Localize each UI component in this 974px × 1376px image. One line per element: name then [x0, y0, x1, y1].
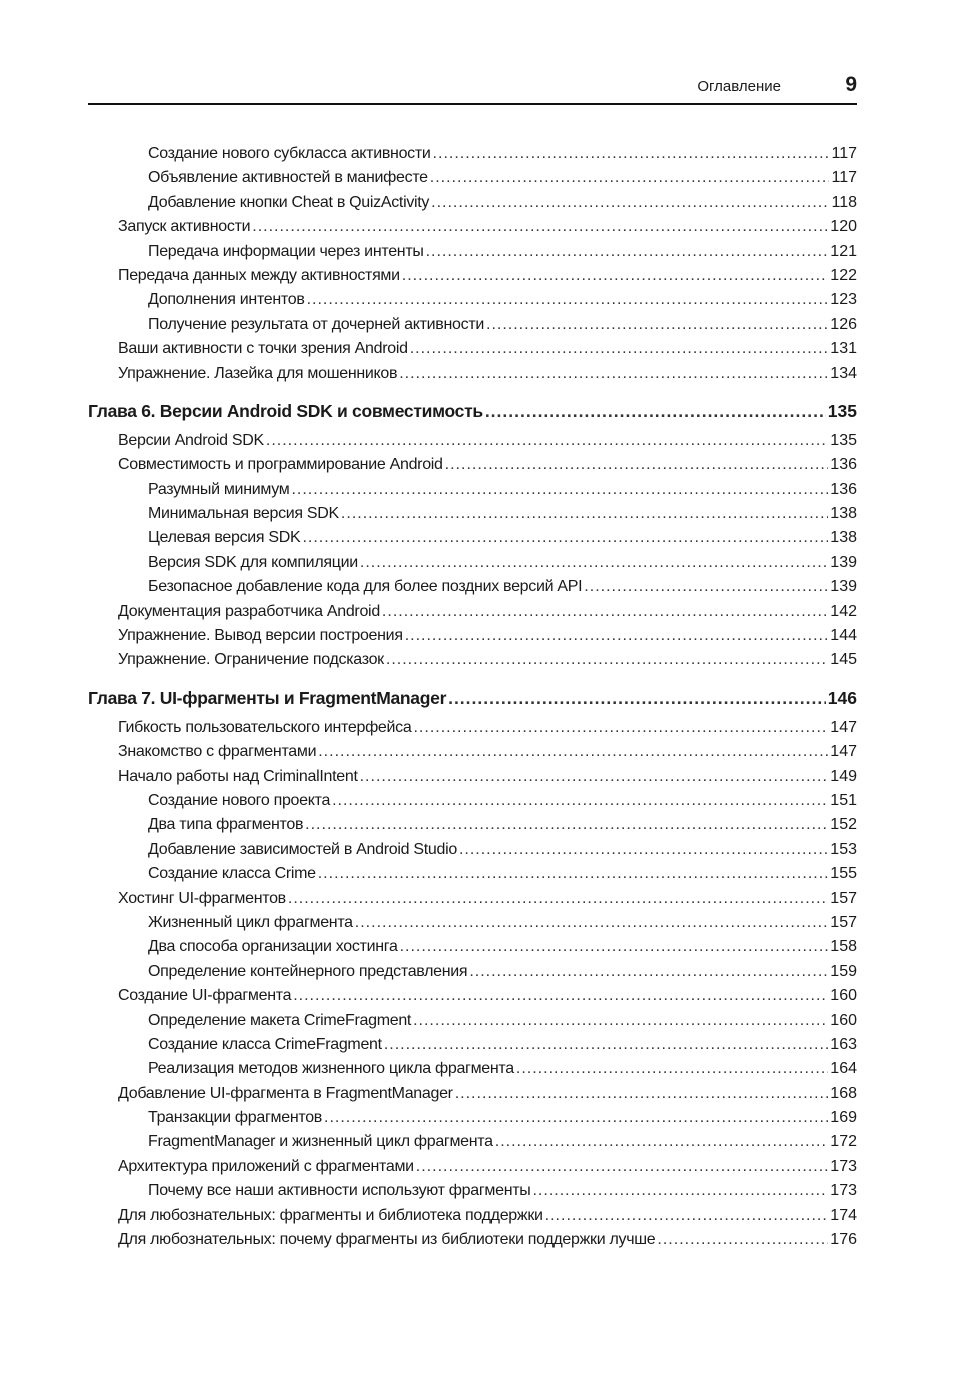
entry-page: 138	[830, 529, 857, 547]
toc-entry[interactable]	[88, 264, 857, 288]
dot-leader	[516, 1057, 828, 1081]
toc-entry[interactable]	[88, 887, 857, 911]
entry-page: 147	[830, 743, 857, 761]
entry-title: Минимальная версия SDK	[148, 505, 339, 523]
dot-leader	[584, 575, 828, 599]
toc-entry[interactable]	[88, 526, 857, 550]
dot-leader	[324, 1106, 828, 1130]
toc-entry[interactable]	[88, 215, 857, 239]
toc-entry[interactable]	[88, 1106, 857, 1130]
entry-page: 136	[830, 456, 857, 474]
entry-page: 146	[827, 687, 857, 708]
entry-page: 138	[830, 505, 857, 523]
dot-leader	[382, 600, 828, 624]
entry-page: 117	[831, 145, 857, 162]
entry-title: Создание нового субкласса активности	[148, 145, 431, 162]
dot-leader	[332, 789, 828, 813]
toc-entry[interactable]	[88, 600, 857, 624]
dot-leader	[399, 362, 828, 386]
dot-leader	[431, 191, 829, 215]
toc-entry[interactable]	[88, 337, 857, 361]
entry-page: 151	[830, 791, 857, 809]
entry-title: Два типа фрагментов	[148, 816, 304, 834]
toc-entry[interactable]	[88, 1057, 857, 1081]
toc-entry[interactable]	[88, 1130, 857, 1154]
entry-title: Ваши активности с точки зрения Android	[118, 340, 408, 358]
toc-entry[interactable]	[88, 502, 857, 526]
entry-page: 121	[830, 242, 857, 260]
entry-title: Гибкость пользовательского интерфейса	[118, 718, 412, 736]
entry-title: Упражнение. Лазейка для мошенников	[118, 364, 398, 382]
dot-leader	[266, 429, 828, 453]
toc-entry[interactable]	[88, 429, 857, 453]
page-header	[88, 72, 857, 105]
entry-title: Определение макета CrimeFragment	[148, 1011, 412, 1029]
entry-title: Для любознательных: почему фрагменты из библиотеки поддержки лучше	[118, 1231, 656, 1249]
entry-page: 123	[830, 291, 857, 309]
toc-entry[interactable]	[88, 142, 857, 166]
toc-entry[interactable]	[88, 716, 857, 740]
entry-title: Глава 7. UI-фрагменты и FragmentManager	[88, 687, 447, 708]
dot-leader	[413, 1009, 828, 1033]
dot-leader	[307, 288, 829, 312]
entry-page: 153	[830, 840, 857, 858]
entry-page: 160	[830, 987, 857, 1005]
entry-page: 176	[830, 1231, 857, 1249]
dot-leader	[445, 453, 829, 477]
entry-title: Для любознательных: фрагменты и библиотека поддержки	[118, 1206, 543, 1224]
entry-page: 168	[830, 1084, 857, 1102]
entry-page: 117	[831, 169, 857, 187]
dot-leader	[402, 264, 829, 288]
dot-leader	[355, 911, 829, 935]
entry-title: Создание UI-фрагмента	[118, 987, 292, 1005]
entry-title: Упражнение. Вывод версии построения	[118, 627, 403, 645]
entry-page: 144	[830, 627, 857, 645]
entry-page: 147	[830, 718, 857, 736]
dot-leader	[426, 240, 829, 264]
entry-page: 155	[830, 865, 857, 883]
toc-chapter-entry[interactable]	[88, 399, 857, 423]
entry-page: 173	[830, 1182, 857, 1200]
toc-entry[interactable]	[88, 453, 857, 477]
entry-page: 134	[830, 364, 857, 382]
entry-page: 172	[830, 1133, 857, 1151]
entry-page: 118	[831, 193, 857, 211]
entry-title: Версия SDK для компиляции	[148, 553, 358, 571]
page-number: 9	[845, 73, 857, 96]
dot-leader	[448, 686, 826, 710]
entry-title: Запуск активности	[118, 218, 251, 236]
entry-page: 145	[830, 651, 857, 669]
dot-leader	[410, 337, 829, 361]
entry-title: Создание класса CrimeFragment	[148, 1035, 382, 1053]
entry-title: Добавление UI-фрагмента в FragmentManager	[118, 1084, 453, 1102]
dot-leader	[433, 142, 830, 166]
dot-leader	[545, 1204, 829, 1228]
toc-entry[interactable]	[88, 1009, 857, 1033]
toc-entry[interactable]	[88, 313, 857, 337]
dot-leader	[288, 887, 828, 911]
entry-page: 135	[827, 400, 857, 421]
entry-page: 126	[830, 315, 857, 333]
toc-entry[interactable]	[88, 575, 857, 599]
entry-page: 163	[830, 1035, 857, 1053]
entry-page: 142	[830, 602, 857, 620]
entry-page: 135	[830, 431, 857, 449]
dot-leader	[469, 960, 828, 984]
toc-entry[interactable]	[88, 789, 857, 813]
toc-entry[interactable]	[88, 984, 857, 1008]
dot-leader	[341, 502, 828, 526]
entry-page: 139	[830, 553, 857, 571]
entry-page: 122	[830, 266, 857, 284]
entry-title: Версии Android SDK	[118, 431, 264, 449]
entry-page: 120	[830, 218, 857, 236]
dot-leader	[384, 1033, 828, 1057]
toc-entry[interactable]	[88, 551, 857, 575]
dot-leader	[405, 624, 829, 648]
toc-entry[interactable]	[88, 935, 857, 959]
dot-leader	[485, 399, 826, 423]
toc-entry[interactable]	[88, 740, 857, 764]
dot-leader	[459, 838, 828, 862]
entry-title: Знакомство с фрагментами	[118, 743, 317, 761]
toc-entry[interactable]	[88, 166, 857, 190]
entry-title: Транзакции фрагментов	[148, 1109, 323, 1127]
toc-chapter-entry[interactable]	[88, 686, 857, 710]
entry-title: Совместимость и программирование Android	[118, 456, 443, 474]
dot-leader	[657, 1228, 828, 1252]
toc-entry[interactable]	[88, 1082, 857, 1106]
entry-title: Глава 6. Версии Android SDK и совместимость	[88, 400, 483, 421]
entry-title: Упражнение. Ограничение подсказок	[118, 651, 384, 669]
toc-entry[interactable]	[88, 765, 857, 789]
toc-entry[interactable]	[88, 838, 857, 862]
entry-page: 157	[830, 913, 857, 931]
dot-leader	[360, 765, 829, 789]
toc-entry[interactable]	[88, 362, 857, 386]
entry-title: Начало работы над CriminalIntent	[118, 767, 358, 785]
toc-entry[interactable]	[88, 960, 857, 984]
table-of-contents	[88, 142, 857, 1252]
toc-entry[interactable]	[88, 240, 857, 264]
entry-title: Определение контейнерного представления	[148, 962, 468, 980]
toc-entry[interactable]	[88, 813, 857, 837]
entry-page: 158	[830, 938, 857, 956]
dot-leader	[291, 478, 828, 502]
toc-entry[interactable]	[88, 1228, 857, 1252]
entry-title: Добавление зависимостей в Android Studio	[148, 840, 457, 858]
toc-entry[interactable]	[88, 911, 857, 935]
dot-leader	[455, 1082, 829, 1106]
entry-title: Документация разработчика Android	[118, 602, 380, 620]
toc-entry[interactable]	[88, 288, 857, 312]
entry-title: Передача данных между активностями	[118, 266, 400, 284]
entry-title: Получение результата от дочерней активности	[148, 315, 484, 333]
running-title: Оглавление	[697, 78, 781, 95]
entry-title: Добавление кнопки Cheat в QuizActivity	[148, 193, 430, 211]
dot-leader	[318, 740, 828, 764]
entry-page: 139	[830, 578, 857, 596]
entry-title: Разумный минимум	[148, 480, 290, 498]
toc-entry[interactable]	[88, 1179, 857, 1203]
dot-leader	[486, 313, 828, 337]
entry-page: 159	[830, 962, 857, 980]
entry-page: 164	[830, 1060, 857, 1078]
toc-entry[interactable]	[88, 1155, 857, 1179]
dot-leader	[252, 215, 828, 239]
entry-page: 173	[830, 1157, 857, 1175]
entry-title: Безопасное добавление кода для более поздних версий API	[148, 578, 583, 596]
dot-leader	[302, 526, 828, 550]
entry-page: 131	[830, 340, 857, 358]
entry-title: Архитектура приложений с фрагментами	[118, 1157, 414, 1175]
entry-title: Хостинг UI-фрагментов	[118, 889, 286, 907]
entry-page: 152	[830, 816, 857, 834]
entry-title: Почему все наши активности используют фрагменты	[148, 1182, 531, 1200]
entry-title: Объявление активностей в манифесте	[148, 169, 428, 187]
entry-title: Передача информации через интенты	[148, 242, 424, 260]
entry-page: 157	[830, 889, 857, 907]
toc-entry[interactable]	[88, 624, 857, 648]
entry-title: Целевая версия SDK	[148, 529, 301, 547]
toc-entry[interactable]	[88, 478, 857, 502]
dot-leader	[430, 166, 830, 190]
entry-title: Жизненный цикл фрагмента	[148, 913, 353, 931]
dot-leader	[416, 1155, 829, 1179]
entry-page: 149	[830, 767, 857, 785]
dot-leader	[532, 1179, 828, 1203]
entry-page: 169	[830, 1109, 857, 1127]
toc-entry[interactable]	[88, 191, 857, 215]
toc-entry[interactable]	[88, 1204, 857, 1228]
dot-leader	[318, 862, 829, 886]
entry-title: Создание класса Crime	[148, 865, 316, 883]
dot-leader	[305, 813, 828, 837]
dot-leader	[293, 984, 828, 1008]
entry-title: Два способа организации хостинга	[148, 938, 398, 956]
entry-title: FragmentManager и жизненный цикл фрагмента	[148, 1133, 493, 1151]
toc-entry[interactable]	[88, 648, 857, 672]
entry-title: Дополнения интентов	[148, 291, 305, 309]
toc-entry[interactable]	[88, 862, 857, 886]
toc-entry[interactable]	[88, 1033, 857, 1057]
dot-leader	[400, 935, 829, 959]
entry-page: 160	[830, 1011, 857, 1029]
entry-page: 174	[830, 1206, 857, 1224]
entry-title: Реализация методов жизненного цикла фрагмента	[148, 1060, 514, 1078]
entry-page: 136	[830, 480, 857, 498]
dot-leader	[360, 551, 828, 575]
dot-leader	[413, 716, 828, 740]
dot-leader	[495, 1130, 829, 1154]
entry-title: Создание нового проекта	[148, 791, 331, 809]
dot-leader	[386, 648, 828, 672]
